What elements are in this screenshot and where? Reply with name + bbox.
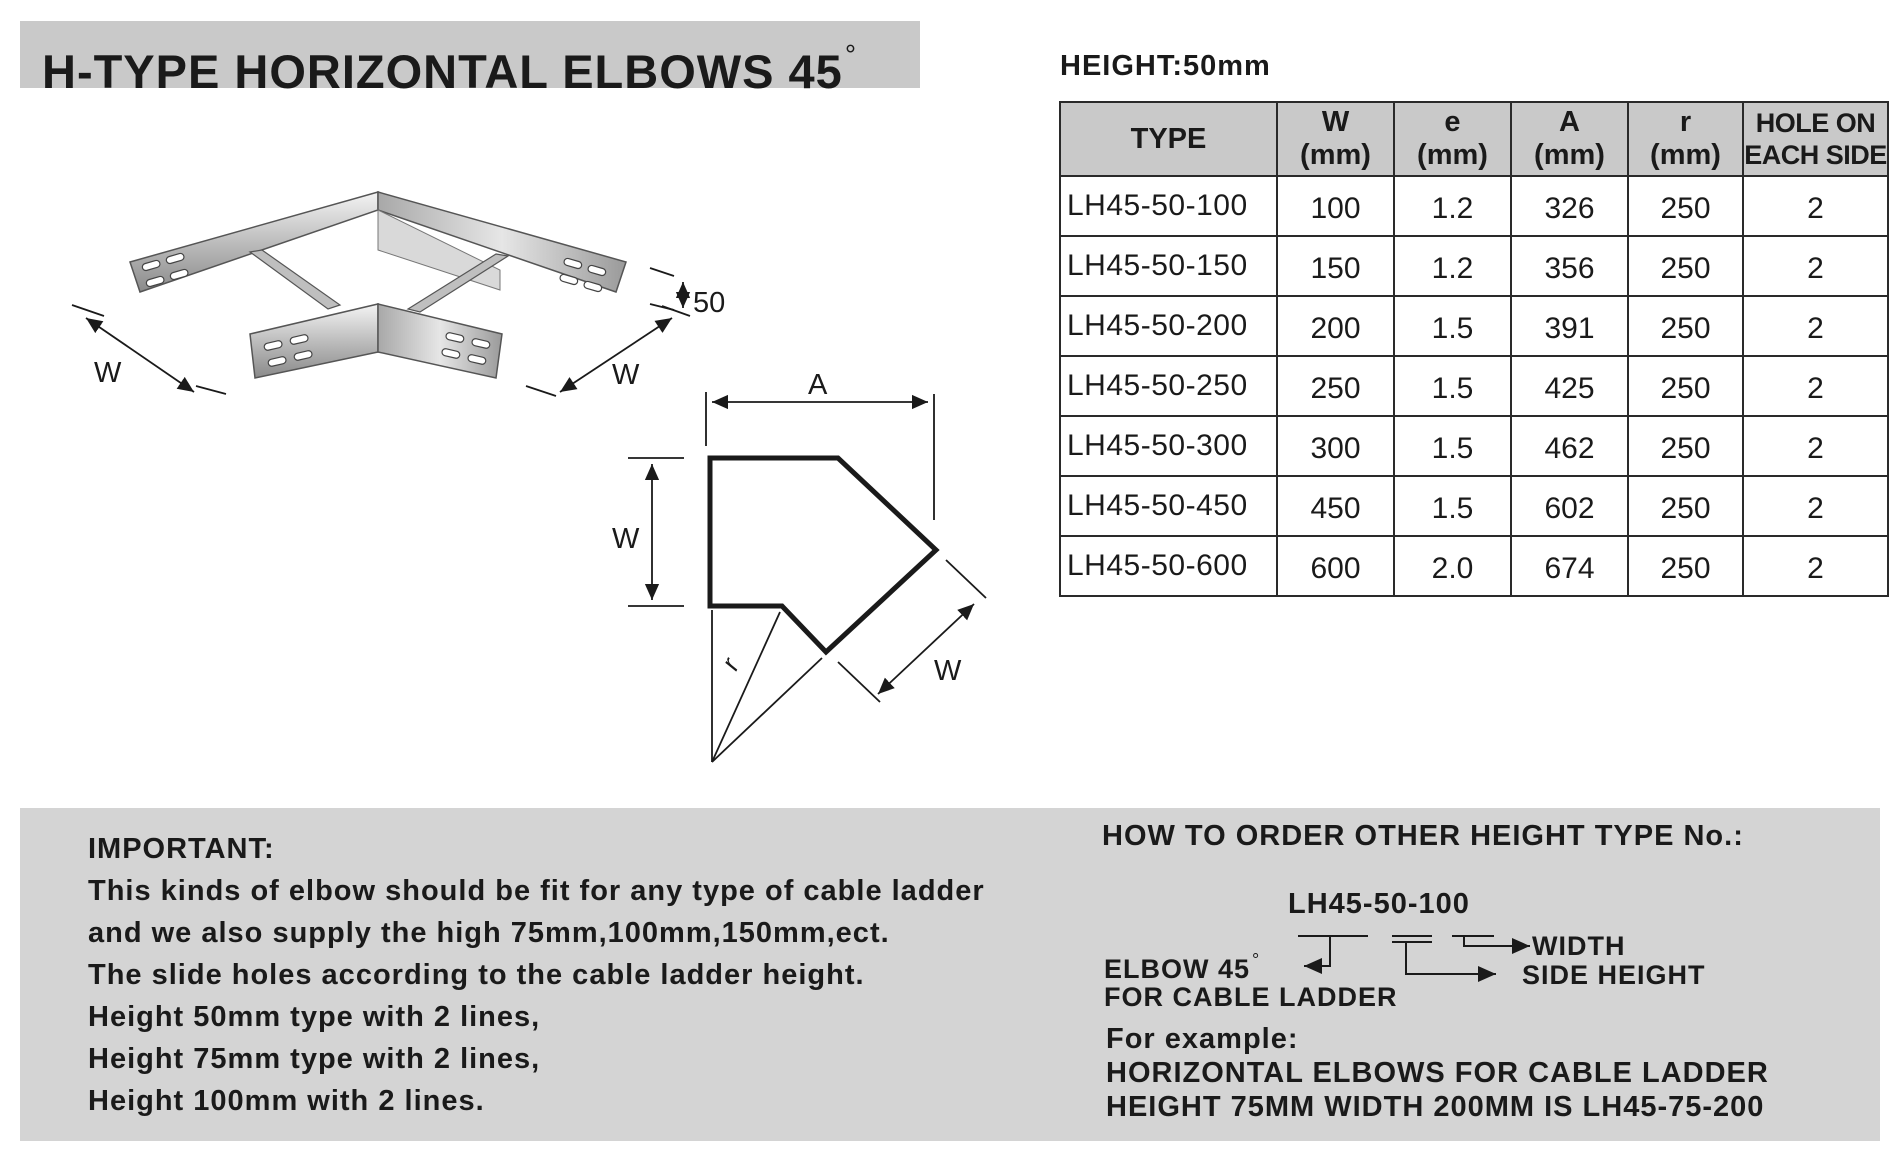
cell-holes: 2 xyxy=(1743,236,1888,296)
important-line: The slide holes according to the cable ladder height. xyxy=(88,959,865,991)
elbow-3d-illustration xyxy=(130,192,626,378)
cell-holes: 2 xyxy=(1743,296,1888,356)
table-row xyxy=(1060,476,1888,536)
important-line: Height 75mm type with 2 lines, xyxy=(88,1043,541,1075)
header-holes: HOLE ON EACH SIDE xyxy=(1743,102,1888,176)
cell-r: 250 xyxy=(1628,236,1743,296)
cell-a: 356 xyxy=(1511,236,1628,296)
order-label-elbow: ELBOW 45 ° xyxy=(1104,950,1261,984)
dimension-lines-plan xyxy=(628,392,986,762)
cell-type: LH45-50-150 xyxy=(1060,236,1277,296)
cell-r: 250 xyxy=(1628,476,1743,536)
dim-w-vertical-label: W xyxy=(612,523,640,555)
cell-w: 100 xyxy=(1277,176,1394,236)
order-heading: HOW TO ORDER OTHER HEIGHT TYPE No.: xyxy=(1102,820,1744,852)
header-e: e (mm) xyxy=(1394,102,1511,176)
rung xyxy=(250,250,340,309)
height-label: HEIGHT:50mm xyxy=(1060,50,1271,82)
table-row xyxy=(1060,416,1888,476)
info-panel xyxy=(20,808,1880,1141)
important-line: This kinds of elbow should be fit for any type of cable ladder xyxy=(88,875,985,907)
order-code: LH45-50-100 xyxy=(1288,888,1470,920)
dim-w-diagonal-label: W xyxy=(934,655,962,687)
cell-e: 1.2 xyxy=(1394,176,1511,236)
cell-a: 425 xyxy=(1511,356,1628,416)
cell-w: 150 xyxy=(1277,236,1394,296)
spec-table xyxy=(1059,101,1889,597)
cell-type: LH45-50-200 xyxy=(1060,296,1277,356)
cell-type: LH45-50-450 xyxy=(1060,476,1277,536)
cell-a: 602 xyxy=(1511,476,1628,536)
dim-r-label: r xyxy=(714,653,746,675)
height-dim-label: 50 xyxy=(693,287,726,319)
table-row xyxy=(1060,536,1888,596)
table-row xyxy=(1060,356,1888,416)
cell-e: 1.5 xyxy=(1394,296,1511,356)
cell-w: 200 xyxy=(1277,296,1394,356)
order-label-width: WIDTH xyxy=(1532,931,1626,961)
order-label-for-cable-ladder: FOR CABLE LADDER xyxy=(1104,982,1398,1012)
header-w: W (mm) xyxy=(1277,102,1394,176)
cell-r: 250 xyxy=(1628,296,1743,356)
cell-holes: 2 xyxy=(1743,176,1888,236)
cell-a: 391 xyxy=(1511,296,1628,356)
example-line: For example: xyxy=(1106,1023,1299,1055)
front-left-rail xyxy=(250,304,378,378)
width-left-label: W xyxy=(94,357,122,389)
cell-a: 326 xyxy=(1511,176,1628,236)
dim-a-label: A xyxy=(808,369,828,401)
order-label-side-height: SIDE HEIGHT xyxy=(1522,960,1706,990)
cell-holes: 2 xyxy=(1743,416,1888,476)
order-example xyxy=(1106,1022,1769,1124)
cell-w: 450 xyxy=(1277,476,1394,536)
cell-w: 600 xyxy=(1277,536,1394,596)
title-degree-symbol: ° xyxy=(844,39,858,70)
important-line: Height 50mm type with 2 lines, xyxy=(88,1001,541,1033)
table-row xyxy=(1060,236,1888,296)
header-r: r (mm) xyxy=(1628,102,1743,176)
cell-type: LH45-50-100 xyxy=(1060,176,1277,236)
cell-type: LH45-50-300 xyxy=(1060,416,1277,476)
table-row xyxy=(1060,176,1888,236)
title-label: H-TYPE HORIZONTAL ELBOWS 45 xyxy=(42,45,843,98)
cell-type: LH45-50-600 xyxy=(1060,536,1277,596)
elbow-diagrams xyxy=(0,0,1060,800)
cell-holes: 2 xyxy=(1743,536,1888,596)
cell-holes: 2 xyxy=(1743,476,1888,536)
back-left-rail xyxy=(130,192,378,292)
cell-w: 300 xyxy=(1277,416,1394,476)
elbow-plan-outline xyxy=(710,458,936,652)
header-type: TYPE xyxy=(1060,102,1277,176)
cell-e: 1.5 xyxy=(1394,416,1511,476)
table-header-row xyxy=(1060,102,1888,176)
cell-e: 1.5 xyxy=(1394,356,1511,416)
width-right-label: W xyxy=(612,359,640,391)
cell-e: 1.5 xyxy=(1394,476,1511,536)
header-a: A (mm) xyxy=(1511,102,1628,176)
cell-r: 250 xyxy=(1628,356,1743,416)
important-line: Height 100mm with 2 lines. xyxy=(88,1085,485,1117)
cell-r: 250 xyxy=(1628,536,1743,596)
table-row xyxy=(1060,296,1888,356)
cell-type: LH45-50-250 xyxy=(1060,356,1277,416)
order-bracket-lines xyxy=(1298,936,1530,974)
cell-w: 250 xyxy=(1277,356,1394,416)
cell-holes: 2 xyxy=(1743,356,1888,416)
cell-a: 674 xyxy=(1511,536,1628,596)
cell-e: 2.0 xyxy=(1394,536,1511,596)
example-line: HORIZONTAL ELBOWS FOR CABLE LADDER xyxy=(1106,1057,1769,1089)
important-line: and we also supply the high 75mm,100mm,150mm,ect. xyxy=(88,917,890,949)
cell-e: 1.2 xyxy=(1394,236,1511,296)
important-heading: IMPORTANT: xyxy=(88,833,275,865)
cell-r: 250 xyxy=(1628,176,1743,236)
cell-r: 250 xyxy=(1628,416,1743,476)
example-line: HEIGHT 75MM WIDTH 200MM IS LH45-75-200 xyxy=(1106,1091,1765,1123)
cell-a: 462 xyxy=(1511,416,1628,476)
